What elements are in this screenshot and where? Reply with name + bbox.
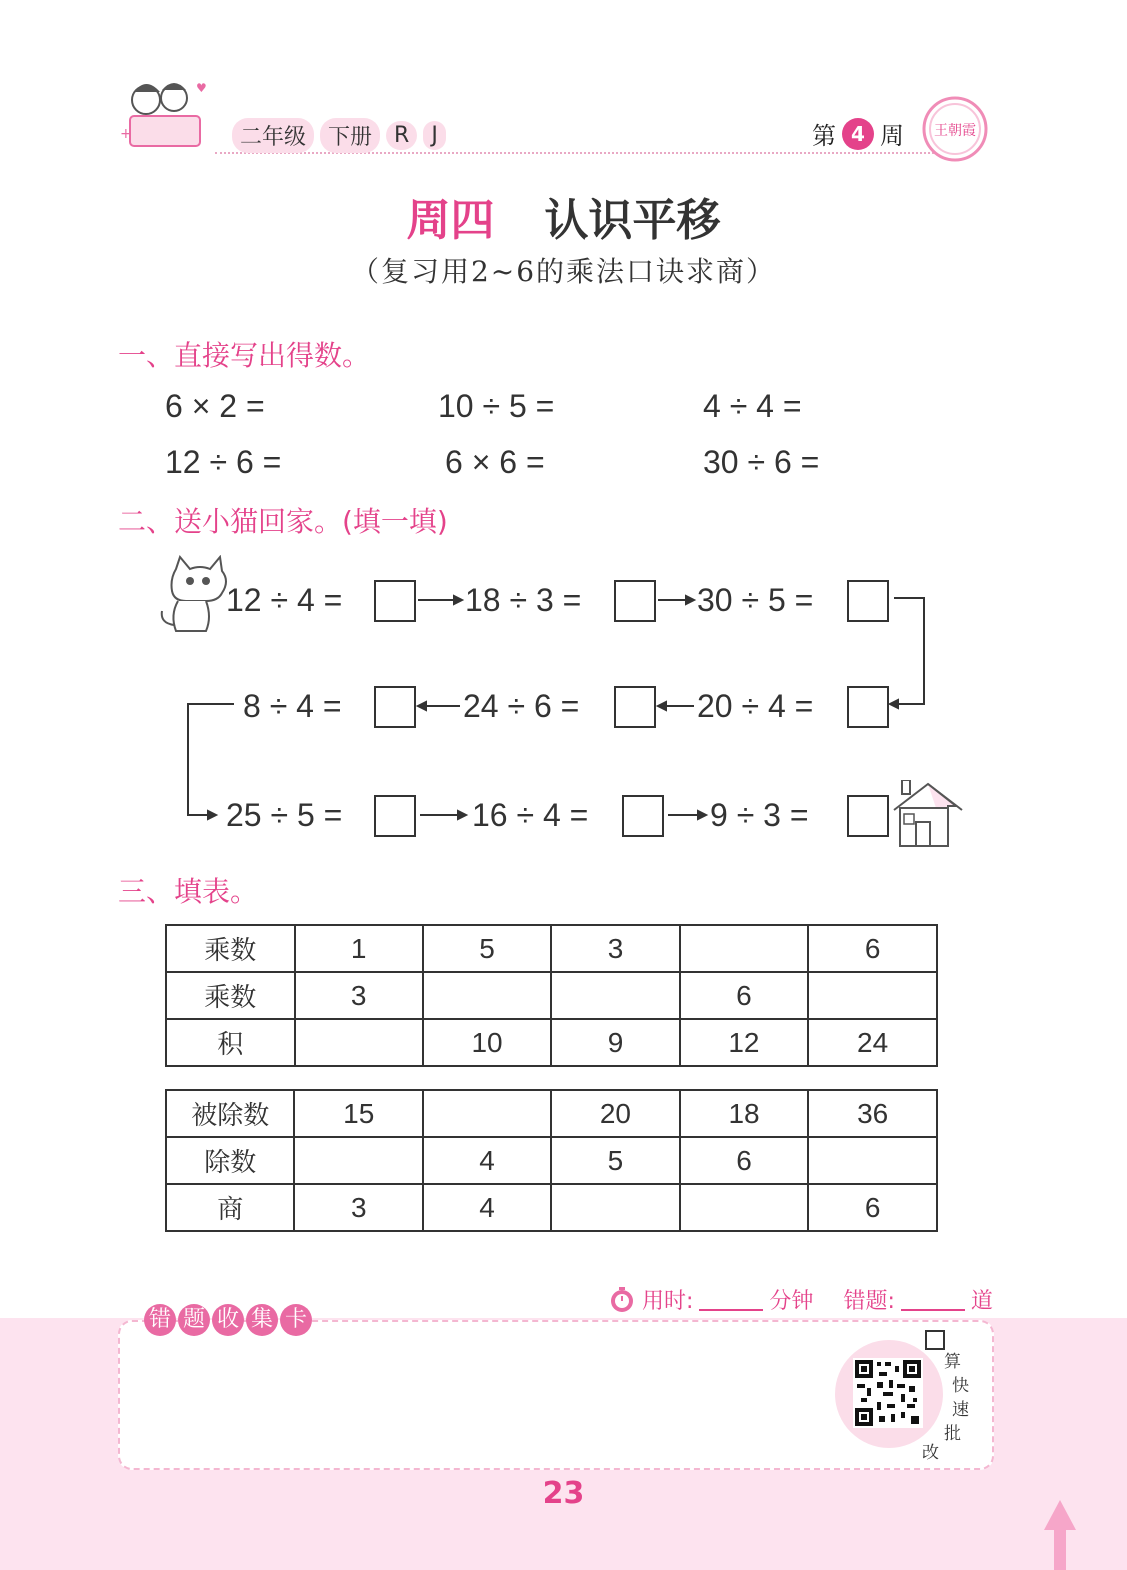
table-row (166, 1019, 937, 1066)
time-blank[interactable] (699, 1289, 763, 1311)
grade-label: 二年级 (232, 118, 314, 153)
up-arrow-decoration-icon (1040, 1500, 1080, 1570)
chain-3-2: 16 ÷ 4 = (472, 797, 589, 833)
table-cell[interactable] (551, 972, 679, 1019)
week-suffix: 周 (880, 122, 904, 150)
row-header: 乘数 (166, 972, 295, 1019)
qr-caption-char: 批 (944, 1424, 961, 1444)
stopwatch-icon (608, 1286, 636, 1314)
wrong-label: 错题: (843, 1289, 895, 1314)
chain-2-2: 24 ÷ 6 = (463, 688, 580, 724)
qr-frame-corner-icon (925, 1330, 945, 1350)
table-row (166, 1184, 937, 1231)
chain-2-3: 20 ÷ 4 = (697, 688, 814, 724)
row-header: 商 (166, 1184, 294, 1231)
problem-1-1: 6 × 2 = (165, 388, 265, 424)
row-header: 乘数 (166, 925, 295, 972)
svg-text:+: + (120, 126, 132, 142)
svg-text:♥: ♥ (196, 81, 207, 95)
table-cell: 5 (423, 925, 552, 972)
title-day: 周四 (406, 195, 495, 246)
table-cell[interactable] (680, 1184, 809, 1231)
table-cell: 6 (680, 1137, 809, 1184)
table-cell: 4 (423, 1137, 551, 1184)
table-row (166, 925, 937, 972)
time-unit: 分钟 (769, 1289, 814, 1314)
section1-heading: 一、直接写出得数。 (118, 339, 371, 372)
house-icon (890, 780, 968, 850)
qr-caption-char: 速 (952, 1400, 969, 1420)
table-cell: 3 (294, 1184, 423, 1231)
table-cell[interactable] (423, 972, 552, 1019)
table-cell: 10 (423, 1019, 552, 1066)
problem-2-2: 6 × 6 = (445, 444, 545, 480)
table-cell: 24 (808, 1019, 937, 1066)
table-cell[interactable] (423, 1090, 551, 1137)
table-cell: 5 (551, 1137, 680, 1184)
table-cell: 6 (808, 925, 937, 972)
table-cell: 18 (680, 1090, 809, 1137)
table-cell: 6 (808, 1184, 937, 1231)
wrong-unit: 道 (970, 1289, 993, 1314)
card-title-char: 收 (212, 1304, 244, 1336)
qr-caption-char: 算 (944, 1352, 961, 1372)
wrong-blank[interactable] (901, 1289, 965, 1311)
chain-1-3: 30 ÷ 5 = (697, 582, 814, 618)
division-table (165, 1089, 938, 1232)
qr-caption-char: 改 (922, 1443, 939, 1463)
svg-text:王朝霞: 王朝霞 (934, 123, 976, 139)
page-subtitle: （复习用2~6的乘法口诀求商） (350, 255, 777, 288)
card-title-char: 错 (144, 1304, 176, 1336)
qr-caption-char: 快 (952, 1376, 969, 1396)
table-cell[interactable] (808, 972, 937, 1019)
edition-r-label: R (386, 121, 417, 150)
chain-3-1: 25 ÷ 5 = (226, 797, 343, 833)
problem-2-1: 12 ÷ 6 = (165, 444, 282, 480)
page-number: 23 (542, 1476, 585, 1511)
table-cell: 4 (423, 1184, 551, 1231)
table-row (166, 1090, 937, 1137)
row-header: 被除数 (166, 1090, 294, 1137)
table-cell: 3 (295, 972, 423, 1019)
chain-1-1: 12 ÷ 4 = (226, 582, 343, 618)
table-row (166, 972, 937, 1019)
problem-2-3: 30 ÷ 6 = (703, 444, 820, 480)
week-prefix: 第 (812, 122, 836, 150)
table-cell: 36 (808, 1090, 937, 1137)
table-cell[interactable] (808, 1137, 937, 1184)
time-record (608, 1284, 993, 1315)
edition-j-label: J (423, 121, 446, 150)
table-cell: 9 (551, 1019, 679, 1066)
table-cell[interactable] (294, 1137, 423, 1184)
card-title-char: 题 (178, 1304, 210, 1336)
volume-label: 下册 (320, 118, 380, 153)
qr-code-icon[interactable] (853, 1358, 923, 1428)
card-title-char: 卡 (280, 1304, 312, 1336)
chain-2-1: 8 ÷ 4 = (243, 688, 342, 724)
title-topic: 认识平移 (544, 195, 721, 246)
table-cell: 15 (294, 1090, 423, 1137)
table-cell: 3 (551, 925, 679, 972)
row-header: 除数 (166, 1137, 294, 1184)
time-label: 用时: (642, 1289, 694, 1314)
multiplication-table (165, 924, 938, 1067)
problem-1-2: 10 ÷ 5 = (438, 388, 555, 424)
table-cell: 12 (680, 1019, 809, 1066)
table-cell: 20 (551, 1090, 680, 1137)
card-title-char: 集 (246, 1304, 278, 1336)
section3-heading: 三、填表。 (118, 875, 259, 908)
card-title (144, 1304, 312, 1336)
table-cell: 1 (295, 925, 423, 972)
table-row (166, 1137, 937, 1184)
table-cell[interactable] (551, 1184, 680, 1231)
table-cell[interactable] (680, 925, 809, 972)
chain-1-2: 18 ÷ 3 = (465, 582, 582, 618)
section2-heading: 二、送小猫回家。(填一填) (118, 505, 448, 538)
chain-3-3: 9 ÷ 3 = (710, 797, 809, 833)
table-cell: 6 (680, 972, 809, 1019)
row-header: 积 (166, 1019, 295, 1066)
week-number: 4 (842, 118, 874, 150)
problem-1-3: 4 ÷ 4 = (703, 388, 802, 424)
table-cell[interactable] (295, 1019, 423, 1066)
